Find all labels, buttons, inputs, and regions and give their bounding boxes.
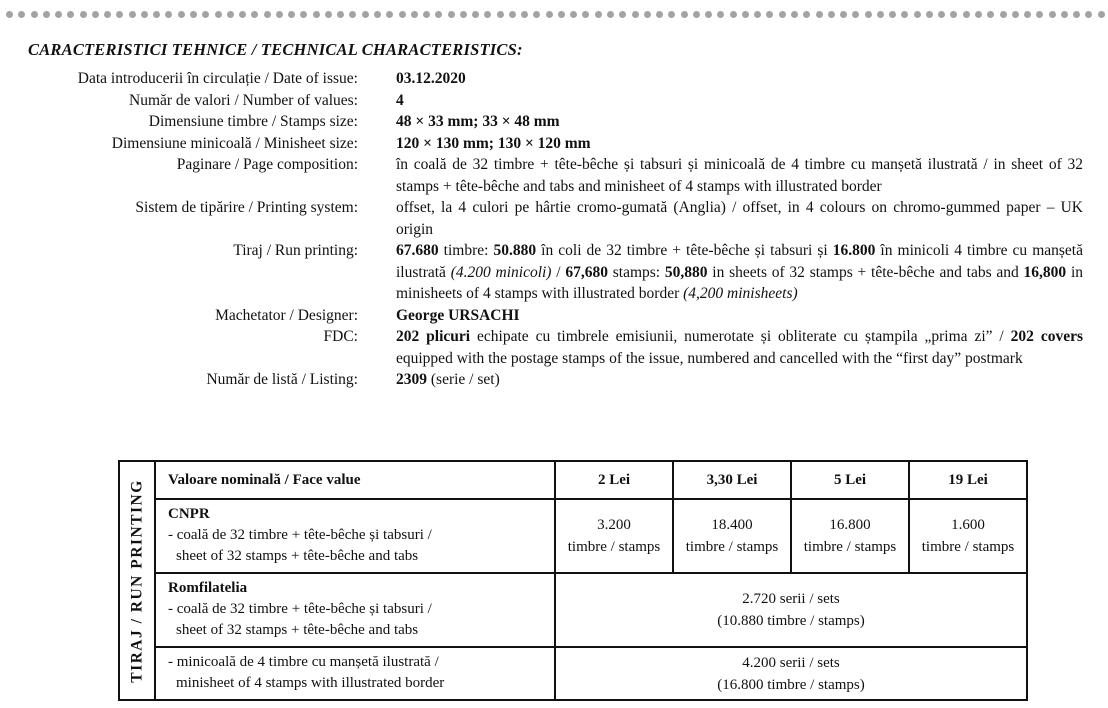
row-description: - minicoală de 4 timbre cu manșetă ilustrată / minisheet of 4 stamps with illustrated border	[155, 647, 555, 700]
run-total-ro: 67.680	[396, 242, 439, 259]
spec-value: 03.12.2020	[396, 70, 466, 87]
separator-dot	[104, 11, 111, 18]
separator-dot	[386, 11, 393, 18]
table-side-label-cell	[119, 461, 155, 700]
col-header-3-30-lei: 3,30 Lei	[673, 461, 791, 499]
separator-dot	[276, 11, 283, 18]
separator-dot	[448, 11, 455, 18]
separator-dot	[533, 11, 540, 18]
spec-value: 67.680 timbre: 50.880 în coli de 32 timbre + tête-bêche și tabsuri și 16.800 în minicoli 4 timbre cu manșetă ilustrată (4.200 minicoli) / 67,680 stamps: 50,880 in sheets of 32 stamps + tête-bêche and tabs and 16,800 in minisheets of 4 stamps with illustrated border (4,200 minisheets)	[396, 242, 1084, 302]
separator-dot	[791, 11, 798, 18]
separator-dot	[239, 11, 246, 18]
separator-dot	[914, 11, 921, 18]
table-row-cnpr	[119, 499, 1027, 573]
separator-dot	[460, 11, 467, 18]
spec-label: Număr de valori / Number of values:	[129, 91, 358, 109]
spec-value: offset, la 4 culori pe hârtie cromo-gumată (Anglia) / offset, in 4 colours on chromo-gummed paper – UK origin	[396, 199, 1083, 238]
separator-dot	[607, 11, 614, 18]
spec-row-listing	[0, 369, 1108, 391]
spec-row-fdc	[0, 326, 1108, 369]
separator-dot	[18, 11, 25, 18]
specs-list	[0, 68, 1108, 391]
separator-dot	[595, 11, 602, 18]
section-title: CARACTERISTICI TEHNICE / TECHNICAL CHARACTERISTICS:	[28, 40, 523, 59]
spec-value: 48 × 33 mm; 33 × 48 mm	[396, 113, 560, 130]
row-title: CNPR	[168, 506, 210, 522]
separator-dot	[362, 11, 369, 18]
spec-row-stamp-size	[0, 111, 1108, 133]
separator-dot	[730, 11, 737, 18]
separator-dot	[92, 11, 99, 18]
separator-dot	[509, 11, 516, 18]
separator-dot	[55, 11, 62, 18]
separator-dot	[202, 11, 209, 18]
separator-dot	[668, 11, 675, 18]
run-total-en: 67,680	[565, 263, 608, 281]
spec-row-designer	[0, 305, 1108, 327]
separator-dot	[313, 11, 320, 18]
separator-dot	[1000, 11, 1007, 18]
separator-dot	[251, 11, 258, 18]
separator-dot	[497, 11, 504, 18]
separator-dot	[865, 11, 872, 18]
spec-label: Număr de listă / Listing:	[206, 371, 358, 388]
spec-row-minisheet-size	[0, 133, 1108, 155]
table-side-label: TIRAJ / RUN PRINTING	[128, 478, 146, 683]
separator-dot	[1049, 11, 1056, 18]
separator-dot	[80, 11, 87, 18]
separator-dot	[877, 11, 884, 18]
separator-dot	[325, 11, 332, 18]
separator-dot	[215, 11, 222, 18]
separator-dot	[521, 11, 528, 18]
separator-dot	[766, 11, 773, 18]
cnpr-value-19-lei: 1.600 timbre / stamps	[909, 499, 1027, 573]
separator-dot	[779, 11, 786, 18]
separator-dot	[681, 11, 688, 18]
separator-dot	[803, 11, 810, 18]
separator-dot	[337, 11, 344, 18]
separator-dot	[693, 11, 700, 18]
cnpr-value-5-lei: 16.800 timbre / stamps	[791, 499, 909, 573]
separator-dot	[950, 11, 957, 18]
separator-dot	[435, 11, 442, 18]
spec-row-run	[0, 240, 1108, 305]
separator-dot	[264, 11, 271, 18]
separator-dot	[619, 11, 626, 18]
separator-dot	[423, 11, 430, 18]
separator-dot	[349, 11, 356, 18]
separator-dot	[288, 11, 295, 18]
separator-dot	[546, 11, 553, 18]
col-header-19-lei: 19 Lei	[909, 461, 1027, 499]
spec-value: în coală de 32 timbre + tête-bêche și tabsuri și minicoală de 4 timbre cu manșetă ilustrată / in sheet of 32 stamps + tête-bêche and tabs and minisheet of 4 stamps with illustrated border	[396, 156, 1083, 195]
separator-dot	[1024, 11, 1031, 18]
run-printing-table-wrapper	[118, 460, 1028, 701]
run-printing-table	[118, 460, 1028, 701]
separator-dot	[926, 11, 933, 18]
separator-dot	[582, 11, 589, 18]
spec-value: George URSACHI	[396, 306, 520, 324]
separator-dot	[1036, 11, 1043, 18]
separator-dot	[644, 11, 651, 18]
table-row-minisheet	[119, 647, 1027, 700]
separator-dot	[1012, 11, 1019, 18]
col-header-5-lei: 5 Lei	[791, 461, 909, 499]
spec-label: Machetator / Designer:	[215, 306, 358, 324]
separator-dot	[1098, 11, 1105, 18]
separator-dot	[558, 11, 565, 18]
separator-dot	[399, 11, 406, 18]
spec-value: 2309 (serie / set)	[396, 371, 500, 388]
separator-dot	[141, 11, 148, 18]
separator-dot	[828, 11, 835, 18]
spec-row-values	[0, 90, 1108, 112]
spec-row-printing	[0, 197, 1108, 240]
spec-label: Paginare / Page composition:	[176, 156, 358, 173]
separator-dot	[975, 11, 982, 18]
separator-dot	[570, 11, 577, 18]
separator-dot	[1085, 11, 1092, 18]
col-header-2-lei: 2 Lei	[555, 461, 673, 499]
spec-value: 4	[396, 91, 404, 109]
separator-dot	[484, 11, 491, 18]
separator-dot	[472, 11, 479, 18]
separator-dot	[6, 11, 13, 18]
run-minisheets-ro: 16.800	[832, 242, 876, 259]
row-description: CNPR - coală de 32 timbre + tête-bêche și tabsuri / sheet of 32 stamps + tête-bêche and tabs	[155, 499, 555, 573]
separator-dot	[816, 11, 823, 18]
romfilatelia-value: 2.720 serii / sets (10.880 timbre / stamps)	[555, 573, 1027, 647]
separator-dot	[1061, 11, 1068, 18]
run-sheets-ro: 50.880	[493, 242, 537, 259]
separator-dot	[632, 11, 639, 18]
separator-dot	[374, 11, 381, 18]
table-header-row	[119, 461, 1027, 499]
separator-dot	[67, 11, 74, 18]
dotted-separator	[6, 9, 1106, 19]
separator-dot	[705, 11, 712, 18]
separator-dot	[656, 11, 663, 18]
separator-dot	[852, 11, 859, 18]
separator-dot	[178, 11, 185, 18]
separator-dot	[889, 11, 896, 18]
separator-dot	[1073, 11, 1080, 18]
separator-dot	[742, 11, 749, 18]
spec-label: Data introducerii în circulație / Date of issue:	[77, 70, 358, 87]
spec-row-date	[0, 68, 1108, 90]
spec-label: Dimensiune minicoală / Minisheet size:	[111, 134, 358, 152]
spec-label: Dimensiune timbre / Stamps size:	[148, 113, 358, 130]
separator-dot	[938, 11, 945, 18]
separator-dot	[987, 11, 994, 18]
separator-dot	[165, 11, 172, 18]
separator-dot	[190, 11, 197, 18]
face-value-header: Valoare nominală / Face value	[155, 461, 555, 499]
separator-dot	[129, 11, 136, 18]
cnpr-value-3-30-lei: 18.400 timbre / stamps	[673, 499, 791, 573]
spec-row-page	[0, 154, 1108, 197]
table-row-romfilatelia	[119, 573, 1027, 647]
row-description: Romfilatelia - coală de 32 timbre + tête-bêche și tabsuri / sheet of 32 stamps + tête-bêche and tabs	[155, 573, 555, 647]
separator-dot	[31, 11, 38, 18]
row-title: Romfilatelia	[168, 580, 248, 596]
separator-dot	[411, 11, 418, 18]
separator-dot	[901, 11, 908, 18]
spec-value: 202 plicuri echipate cu timbrele emisiunii, numerotate și obliterate cu ștampila „prima zi” / 202 covers equipped with the postage stamps of the issue, numbered and cancelled with the “first day” postmark	[396, 328, 1083, 367]
separator-dot	[43, 11, 50, 18]
separator-dot	[153, 11, 160, 18]
separator-dot	[840, 11, 847, 18]
separator-dot	[963, 11, 970, 18]
spec-label: Sistem de tipărire / Printing system:	[135, 199, 358, 216]
separator-dot	[300, 11, 307, 18]
cnpr-value-2-lei: 3.200 timbre / stamps	[555, 499, 673, 573]
separator-dot	[227, 11, 234, 18]
spec-label: Tiraj / Run printing:	[233, 242, 358, 259]
separator-dot	[116, 11, 123, 18]
run-minisheets-en: 16,800	[1023, 263, 1067, 281]
separator-dot	[754, 11, 761, 18]
run-sheets-en: 50,880	[664, 263, 708, 281]
separator-dot	[717, 11, 724, 18]
spec-value: 120 × 130 mm; 130 × 120 mm	[396, 134, 591, 152]
spec-label: FDC:	[323, 328, 358, 345]
minisheet-value: 4.200 serii / sets (16.800 timbre / stamps)	[555, 647, 1027, 700]
